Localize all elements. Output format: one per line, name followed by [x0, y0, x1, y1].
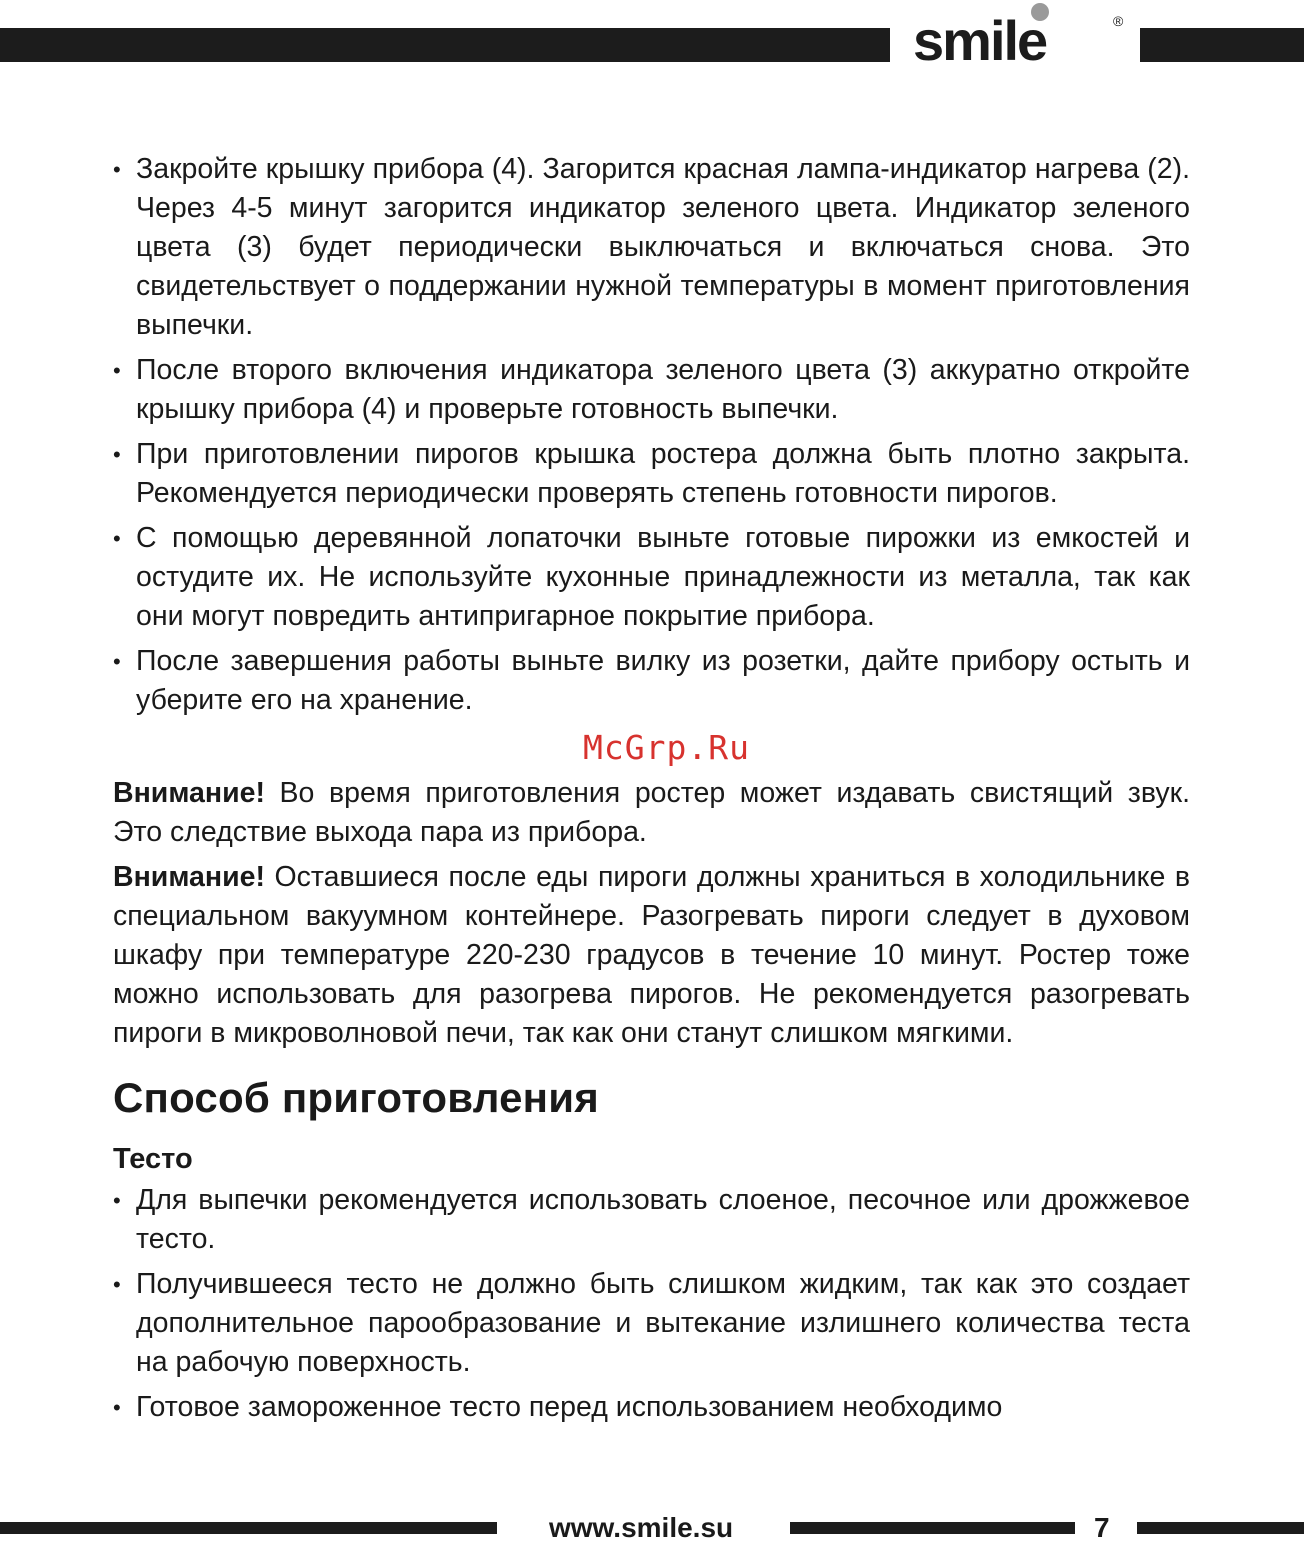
warning-paragraph — [113, 774, 1190, 852]
registered-mark: ® — [1113, 13, 1124, 29]
list-item: • Закройте крышку прибора (4). Загорится красная лампа-индикатор нагрева (2). Через 4-5 минут загорится индикатор зеленого цвета. Индикатор зеленого цвета (3) будет периодически выключаться и включаться снова. Это свидетельствует о поддержании нужной температуры в момент приготовления выпечки. — [113, 150, 1190, 345]
list-item: • После второго включения индикатора зеленого цвета (3) аккуратно откройте крышку прибора (4) и проверьте готовность выпечки. — [113, 351, 1190, 429]
warning-text: Оставшиеся после еды пироги должны храниться в холодильнике в специальном вакуумном контейнере. Разогревать пироги следует в духовом шкафу при температуре 220-230 градусов в течение 10 минут. Ростер тоже можно использовать для разогрева пирогов. Не рекомендуется разогревать пироги в микроволновой печи, так как они станут слишком мягкими. — [113, 861, 1190, 1049]
page-number: 7 — [1094, 1512, 1110, 1543]
page-content — [113, 150, 1190, 1433]
list-item: • Готовое замороженное тесто перед использованием необходимо — [113, 1388, 1190, 1427]
footer-bar-left — [0, 1522, 497, 1534]
footer-url: www.smile.su — [549, 1512, 734, 1543]
section-title: Способ приготовления — [113, 1074, 599, 1121]
instructions-list — [113, 150, 1190, 720]
warning-label: Внимание! — [113, 777, 265, 809]
smile-logo — [905, 0, 1135, 70]
list-item: • С помощью деревянной лопаточки выньте готовые пирожки из емкостей и остудите их. Не используйте кухонные принадлежности из металла, так как они могут повредить антипригарное покрытие прибора. — [113, 519, 1190, 636]
header-bar-left — [0, 28, 890, 62]
footer-bar-middle — [790, 1522, 1075, 1534]
footer-bar-right — [1137, 1522, 1304, 1534]
subheading: Тесто — [113, 1143, 193, 1175]
logo-text: smile — [913, 9, 1047, 70]
warning-text: Во время приготовления ростер может издавать свистящий звук. Это следствие выхода пара из прибора. — [113, 777, 1190, 848]
warning-paragraph — [113, 858, 1190, 1053]
dough-list — [113, 1181, 1190, 1427]
list-item: • После завершения работы выньте вилку из розетки, дайте прибору остыть и уберите его на хранение. — [113, 642, 1190, 720]
list-item: • При приготовлении пирогов крышка ростера должна быть плотно закрыта. Рекомендуется периодически проверять степень готовности пирогов. — [113, 435, 1190, 513]
list-item: • Получившееся тесто не должно быть слишком жидким, так как это создает дополнительное парообразование и вытекание излишнего количества теста на рабочую поверхность. — [113, 1265, 1190, 1382]
watermark: McGrp.Ru — [583, 728, 750, 767]
header-bar-right — [1140, 28, 1304, 62]
list-item: • Для выпечки рекомендуется использовать слоеное, песочное или дрожжевое тесто. — [113, 1181, 1190, 1259]
warning-label: Внимание! — [113, 861, 265, 893]
